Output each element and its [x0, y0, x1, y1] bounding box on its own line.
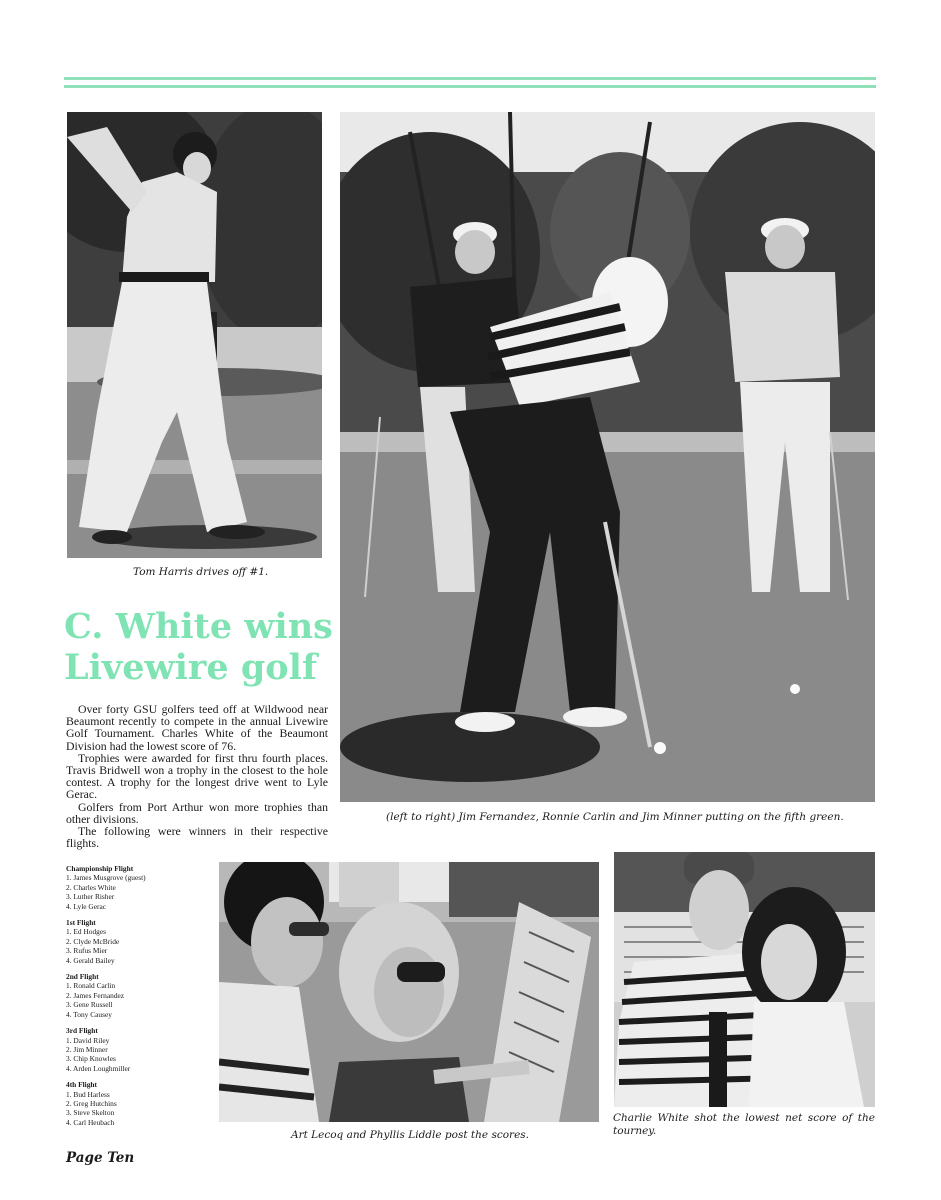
flight-title: Championship Flight [66, 864, 134, 873]
page-label: Page Ten [66, 1150, 135, 1166]
flight-title: 1st Flight [66, 918, 96, 928]
article-paragraph: Over forty GSU golfers teed off at Wildwood near Beaumont recently to compete in the annual Livewire Golf Tournament. Charles White of the Beaumont Division had the lowest score of 76. [66, 702, 328, 753]
article-paragraph: Trophies were awarded for first thru fourth places. Travis Bridwell won a trophy in the closest to the hole contest. A trophy for the longest drive went to Lyle Gerac. [66, 750, 328, 802]
flight-entry: 1. James Musgrove (guest) [66, 873, 146, 883]
flight-entry: 3. Rufus Mier [66, 946, 108, 956]
flight-entry: 1. Ed Hodges [66, 927, 107, 937]
caption-putting: (left to right) Jim Fernandez, Ronnie Carlin and Jim Minner putting on the fifth green. [386, 811, 844, 823]
flight-entry: 3. Luther Risher [66, 892, 115, 902]
photo-putting-fifth-green [340, 112, 875, 802]
flight-entry: 2. Jim Minner [66, 1044, 108, 1054]
flight-4th [66, 1080, 216, 1127]
headline: C. White wins Livewire golf [64, 606, 333, 688]
photo-tom-harris-drive [67, 112, 322, 558]
top-rule-upper [64, 77, 876, 80]
article-paragraph: The following were winners in their respective flights. [66, 824, 328, 851]
flight-entry: 3. Steve Skelton [66, 1108, 115, 1118]
flight-entry: 4. Arden Loughmiller [66, 1063, 131, 1073]
flight-entry: 1. David Riley [66, 1035, 110, 1045]
photo-charlie-white [614, 852, 875, 1107]
flight-2nd [66, 972, 216, 1019]
flight-entry: 3. Gene Russell [66, 1000, 113, 1010]
flight-championship [66, 864, 216, 911]
flight-entry: 2. Greg Hutchins [66, 1098, 117, 1108]
article-body [66, 703, 328, 849]
flight-1st [66, 918, 216, 965]
photo-posting-scores [219, 862, 599, 1122]
flight-entry: 2. Clyde McBride [66, 936, 120, 946]
flight-entry: 4. Tony Causey [66, 1009, 112, 1019]
flight-3rd [66, 1026, 216, 1073]
caption-scores: Art Lecoq and Phyllis Liddle post the scores. [291, 1129, 530, 1141]
caption-winner: Charlie White shot the lowest net score of the tourney. [613, 1112, 875, 1137]
top-rule-lower [64, 85, 876, 88]
article-paragraph: Golfers from Port Arthur won more trophies than other divisions. [66, 799, 328, 826]
flight-entry: 2. James Fernandez [66, 990, 125, 1000]
flight-results [66, 864, 216, 1134]
flight-entry: 2. Charles White [66, 882, 116, 892]
flight-entry: 4. Carl Heubach [66, 1117, 115, 1127]
caption-drive: Tom Harris drives off #1. [133, 566, 269, 578]
flight-entry: 4. Lyle Gerac [66, 901, 107, 911]
flight-entry: 1. Ronald Carlin [66, 981, 116, 991]
flight-entry: 4. Gerald Bailey [66, 955, 115, 965]
flight-title: 3rd Flight [66, 1026, 98, 1036]
flight-title: 2nd Flight [66, 972, 99, 982]
flight-title: 4th Flight [66, 1080, 98, 1090]
flight-entry: 3. Chip Knowles [66, 1054, 116, 1064]
flight-entry: 1. Bud Harless [66, 1089, 110, 1099]
